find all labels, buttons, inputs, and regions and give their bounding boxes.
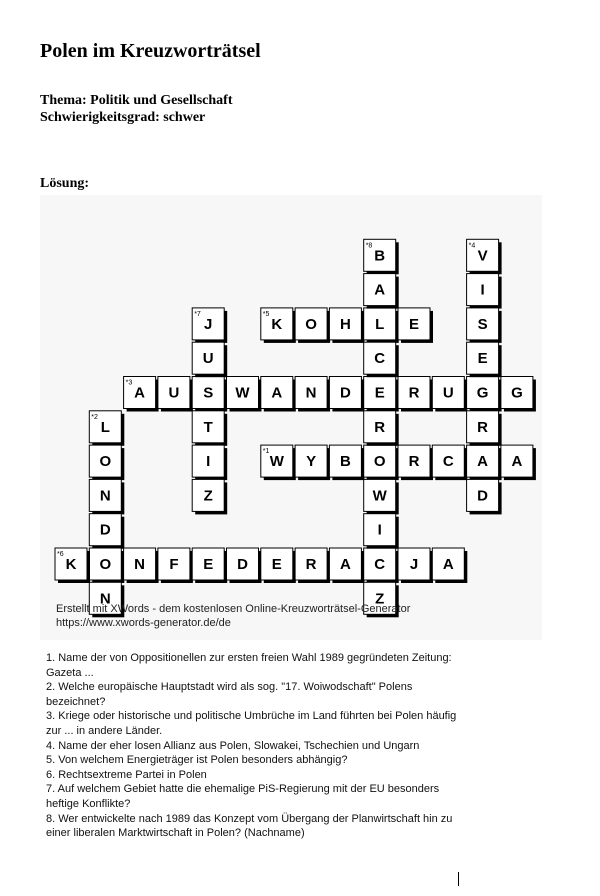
- clue-number: *3: [125, 379, 133, 387]
- cell-letter: U: [202, 350, 214, 368]
- grid-cell: [89, 479, 124, 514]
- clues-panel: [40, 645, 460, 875]
- grid-cell: [89, 548, 124, 583]
- grid-cell: [467, 308, 502, 343]
- cell-letter: G: [511, 384, 523, 402]
- grid-cell: [398, 377, 433, 412]
- cell-letter: D: [237, 556, 248, 573]
- cell-letter: W: [372, 487, 387, 505]
- cell-letter: U: [168, 384, 180, 402]
- grid-cell: [398, 445, 433, 480]
- cell-letter: O: [305, 315, 317, 333]
- clue-number: *7: [194, 310, 201, 318]
- cell-letter: L: [100, 418, 110, 436]
- clue-item: 5. Von welchem Energieträger ist Polen besonders abhängig?: [46, 754, 348, 767]
- grid-cell: [192, 308, 227, 343]
- cell-letter: U: [442, 384, 454, 402]
- cell-letter: O: [99, 556, 112, 573]
- grid-cell: [398, 308, 433, 343]
- grid-cell: [432, 445, 467, 480]
- cell-letter: A: [374, 281, 386, 299]
- grid-cell: [364, 377, 399, 412]
- clue-item: 4. Name der eher losen Allianz aus Polen, Slowakei, Tschechien und Ungarn: [46, 739, 420, 752]
- grid-cell: [364, 548, 399, 583]
- grid-cell: [364, 239, 399, 274]
- cell-letter: J: [204, 315, 213, 333]
- clue-number: *6: [57, 551, 64, 558]
- cell-letter: I: [377, 521, 382, 539]
- cell-letter: W: [235, 384, 250, 402]
- cell-letter: C: [442, 453, 454, 471]
- grid-cell: [467, 411, 502, 446]
- cell-letter: E: [271, 556, 282, 573]
- cell-letter: B: [339, 453, 351, 471]
- cell-letter: E: [408, 315, 420, 333]
- cell-letter: I: [480, 281, 485, 299]
- cell-letter: A: [477, 453, 489, 471]
- clue-number: *8: [365, 242, 373, 250]
- cell-letter: K: [271, 315, 283, 333]
- text-cursor: [458, 872, 459, 886]
- page-title: Polen im Kreuzworträtsel: [40, 40, 261, 62]
- cell-letter: E: [203, 556, 214, 573]
- cell-letter: Z: [375, 590, 385, 608]
- clue-item: 7. Auf welchem Gebiet hatte die ehemalige PiS-Regierung mit der EU besonders heftige Konflikte?: [46, 783, 440, 810]
- cell-letter: A: [134, 384, 146, 402]
- clue-list: [40, 645, 460, 841]
- cell-letter: D: [99, 521, 111, 539]
- cell-letter: N: [305, 384, 317, 402]
- grid-cell: [329, 308, 364, 343]
- cell-letter: A: [271, 384, 283, 402]
- grid-cell: [124, 377, 159, 412]
- grid-cell: [329, 377, 364, 412]
- grid-cell: [364, 479, 399, 514]
- cell-letter: Y: [306, 453, 317, 471]
- grid-cell: [124, 548, 159, 583]
- grid-cell: [467, 377, 502, 412]
- cell-letter: A: [339, 556, 351, 573]
- clue-item: 2. Welche europäische Hauptstadt wird als sog. "17. Woiwodschaft" Polens bezeichnet?: [46, 681, 413, 708]
- grid-cell: [227, 377, 262, 412]
- cell-letter: A: [442, 556, 454, 573]
- cell-letter: O: [373, 453, 386, 471]
- cell-letter: F: [169, 556, 179, 573]
- grid-cell: [329, 445, 364, 480]
- cell-letter: H: [339, 315, 351, 333]
- generator-url: https://www.xwords-generator.de/de: [56, 617, 231, 629]
- cell-letter: S: [477, 315, 488, 333]
- grid-cell: [192, 479, 227, 514]
- grid-cell: [364, 445, 399, 480]
- cell-letter: R: [408, 384, 420, 402]
- cell-letter: V: [477, 247, 488, 265]
- cell-letter: K: [65, 556, 77, 573]
- cell-letter: N: [99, 487, 111, 505]
- grid-cell: [55, 548, 90, 583]
- grid-cell: [227, 548, 262, 583]
- crossword-panel: [40, 195, 542, 640]
- clue-item: 8. Wer entwickelte nach 1989 das Konzept vom Übergang der Planwirtschaft hin zu einer liberalen Marktwirtschaft in Polen? (Nachname): [46, 812, 453, 840]
- cell-letter: E: [374, 384, 385, 402]
- cell-letter: C: [374, 556, 386, 573]
- theme-line: Thema: Politik und Gesellschaft: [40, 93, 233, 108]
- cell-letter: R: [408, 453, 420, 471]
- difficulty-line: Schwierigkeitsgrad: schwer: [40, 110, 206, 125]
- grid-cell: [295, 308, 330, 343]
- grid-cell: [261, 548, 296, 583]
- grid-cell: [501, 445, 536, 480]
- cell-letter: S: [203, 384, 214, 402]
- grid-cell: [192, 377, 227, 412]
- crossword-grid: [40, 195, 542, 608]
- grid-cell: [467, 479, 502, 514]
- grid-cell: [467, 445, 502, 480]
- grid-cell: [89, 411, 124, 446]
- grid-cell: [261, 308, 296, 343]
- cell-letter: G: [476, 384, 489, 402]
- grid-cell: [261, 445, 296, 480]
- cell-letter: N: [99, 590, 111, 608]
- cell-letter: B: [374, 247, 386, 265]
- grid-cell: [192, 445, 227, 480]
- grid-cell: [295, 445, 330, 480]
- cell-letter: R: [305, 556, 317, 573]
- cell-letter: T: [203, 418, 213, 436]
- grid-cell: [432, 548, 467, 583]
- cell-letter: W: [269, 453, 284, 471]
- grid-cell: [467, 342, 502, 377]
- cell-letter: C: [374, 350, 386, 368]
- cell-letter: R: [477, 418, 489, 436]
- cell-letter: N: [134, 556, 146, 573]
- clue-number: *2: [91, 413, 98, 421]
- clue-item: 1. Name der von Oppositionellen zur ersten freien Wahl 1989 gegründeten Zeitung: Gazeta ...: [46, 652, 452, 679]
- clue-number: *1: [262, 448, 270, 456]
- grid-cell: [364, 411, 399, 446]
- clue-number: *4: [468, 242, 476, 250]
- grid-cell: [89, 445, 124, 480]
- grid-cell: [192, 411, 227, 446]
- cell-letter: L: [375, 315, 385, 333]
- grid-cell: [261, 377, 296, 412]
- cell-letter: A: [511, 453, 523, 471]
- grid-cell: [432, 377, 467, 412]
- grid-cell: [295, 548, 330, 583]
- grid-cell: [364, 342, 399, 377]
- cell-letter: D: [339, 384, 351, 402]
- grid-cell: [158, 548, 193, 583]
- grid-cell: [89, 514, 124, 549]
- grid-cell: [192, 548, 227, 583]
- grid-cell: [329, 548, 364, 583]
- grid-cell: [364, 274, 399, 309]
- grid-cell: [192, 342, 227, 377]
- generator-credit: Erstellt mit XWords - dem kostenlosen Online-Kreuzworträtsel-Generator: [56, 603, 411, 615]
- grid-cell: [398, 548, 433, 583]
- grid-cell: [295, 377, 330, 412]
- grid-cell: [501, 377, 536, 412]
- cell-letter: Z: [203, 487, 213, 505]
- cell-letter: O: [99, 453, 112, 471]
- cell-letter: D: [477, 487, 489, 505]
- clue-item: 6. Rechtsextreme Partei in Polen: [46, 768, 207, 781]
- cell-letter: J: [409, 556, 419, 573]
- cell-letter: R: [374, 418, 386, 436]
- grid-cell: [364, 514, 399, 549]
- grid-cell: [467, 274, 502, 309]
- grid-cell: [158, 377, 193, 412]
- grid-cell: [364, 308, 399, 343]
- cell-letter: E: [477, 350, 488, 368]
- cell-letter: I: [206, 453, 211, 471]
- clue-item: 3. Kriege oder historische und politische Umbrüche im Land führten bei Polen häufig zur ... in andere Länder.: [46, 710, 457, 737]
- grid-cell: [467, 239, 502, 274]
- solution-label: Lösung:: [40, 176, 90, 191]
- clue-number: *5: [262, 310, 270, 318]
